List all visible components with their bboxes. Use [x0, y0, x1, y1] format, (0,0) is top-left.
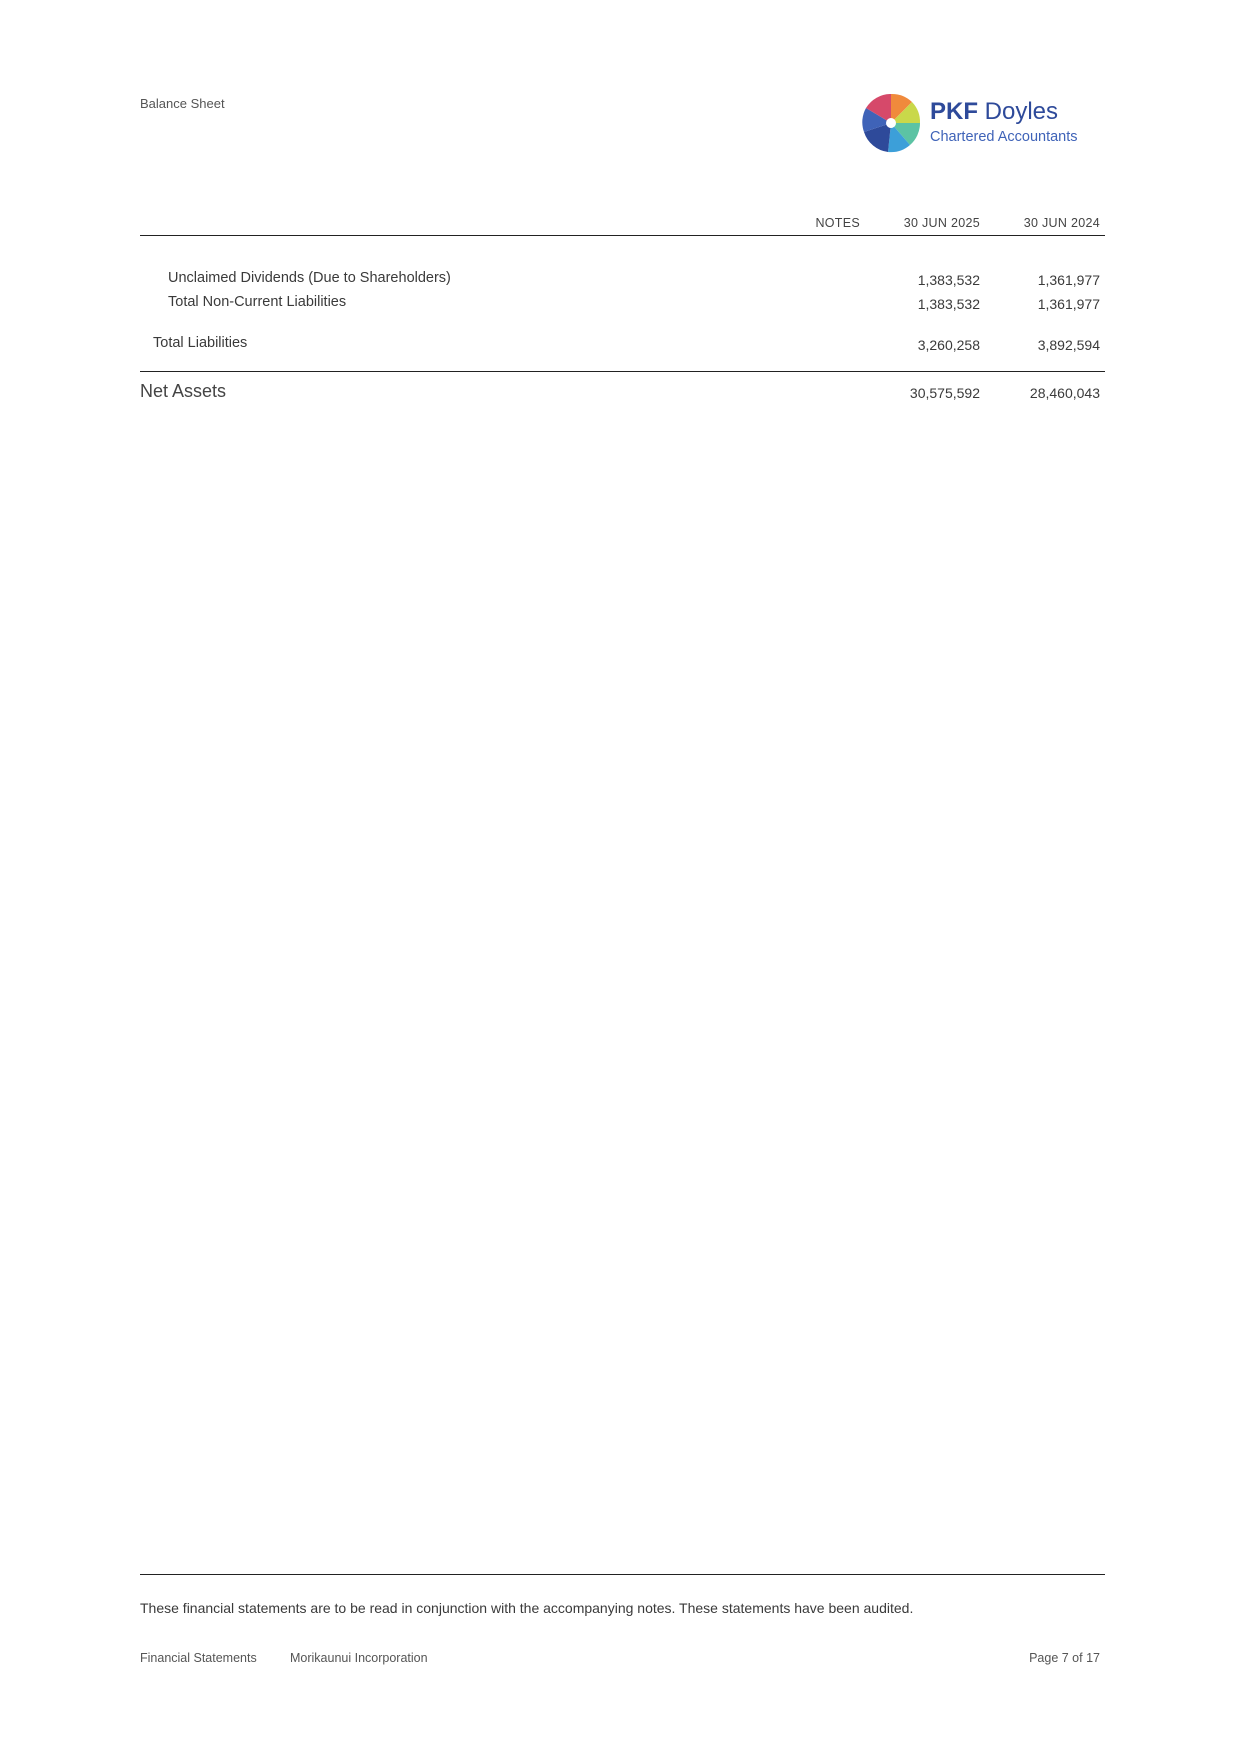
header-rule	[140, 235, 1105, 236]
footer-rule	[140, 1574, 1105, 1575]
page-number: Page 7 of 17	[1029, 1651, 1100, 1665]
footer-document-name: Financial Statements	[140, 1651, 257, 1665]
footer-organization-name: Morikaunui Incorporation	[290, 1651, 428, 1665]
total-rule	[140, 371, 1105, 372]
section-title: Balance Sheet	[140, 96, 225, 111]
row-value-current: 1,383,532	[917, 296, 980, 312]
row-label-unclaimed-dividends: Unclaimed Dividends (Due to Shareholders)	[168, 270, 451, 286]
pinwheel-logo-icon	[860, 92, 922, 154]
row-value-current: 1,383,532	[917, 272, 980, 288]
prior-year-column-header: 30 JUN 2024	[1023, 216, 1100, 230]
net-assets-prior: 28,460,043	[1029, 385, 1100, 401]
brand-subtitle: Chartered Accountants	[930, 129, 1078, 145]
net-assets-current: 30,575,592	[909, 385, 980, 401]
notes-column-header: NOTES	[815, 216, 860, 230]
pkf-doyles-logo	[860, 92, 1100, 156]
current-year-column-header: 30 JUN 2025	[903, 216, 980, 230]
net-assets-label: Net Assets	[140, 381, 227, 401]
audit-note: These financial statements are to be read in conjunction with the accompanying notes. These statements have been audited.	[140, 1600, 914, 1616]
row-value-prior: 1,361,977	[1037, 296, 1100, 312]
row-value-prior: 3,892,594	[1037, 337, 1100, 353]
row-value-prior: 1,361,977	[1037, 272, 1100, 288]
brand-name: PKF Doyles	[930, 98, 1059, 125]
row-value-current: 3,260,258	[917, 337, 980, 353]
row-label-total-non-current-liabilities: Total Non-Current Liabilities	[168, 294, 347, 310]
row-label-total-liabilities: Total Liabilities	[153, 335, 248, 351]
